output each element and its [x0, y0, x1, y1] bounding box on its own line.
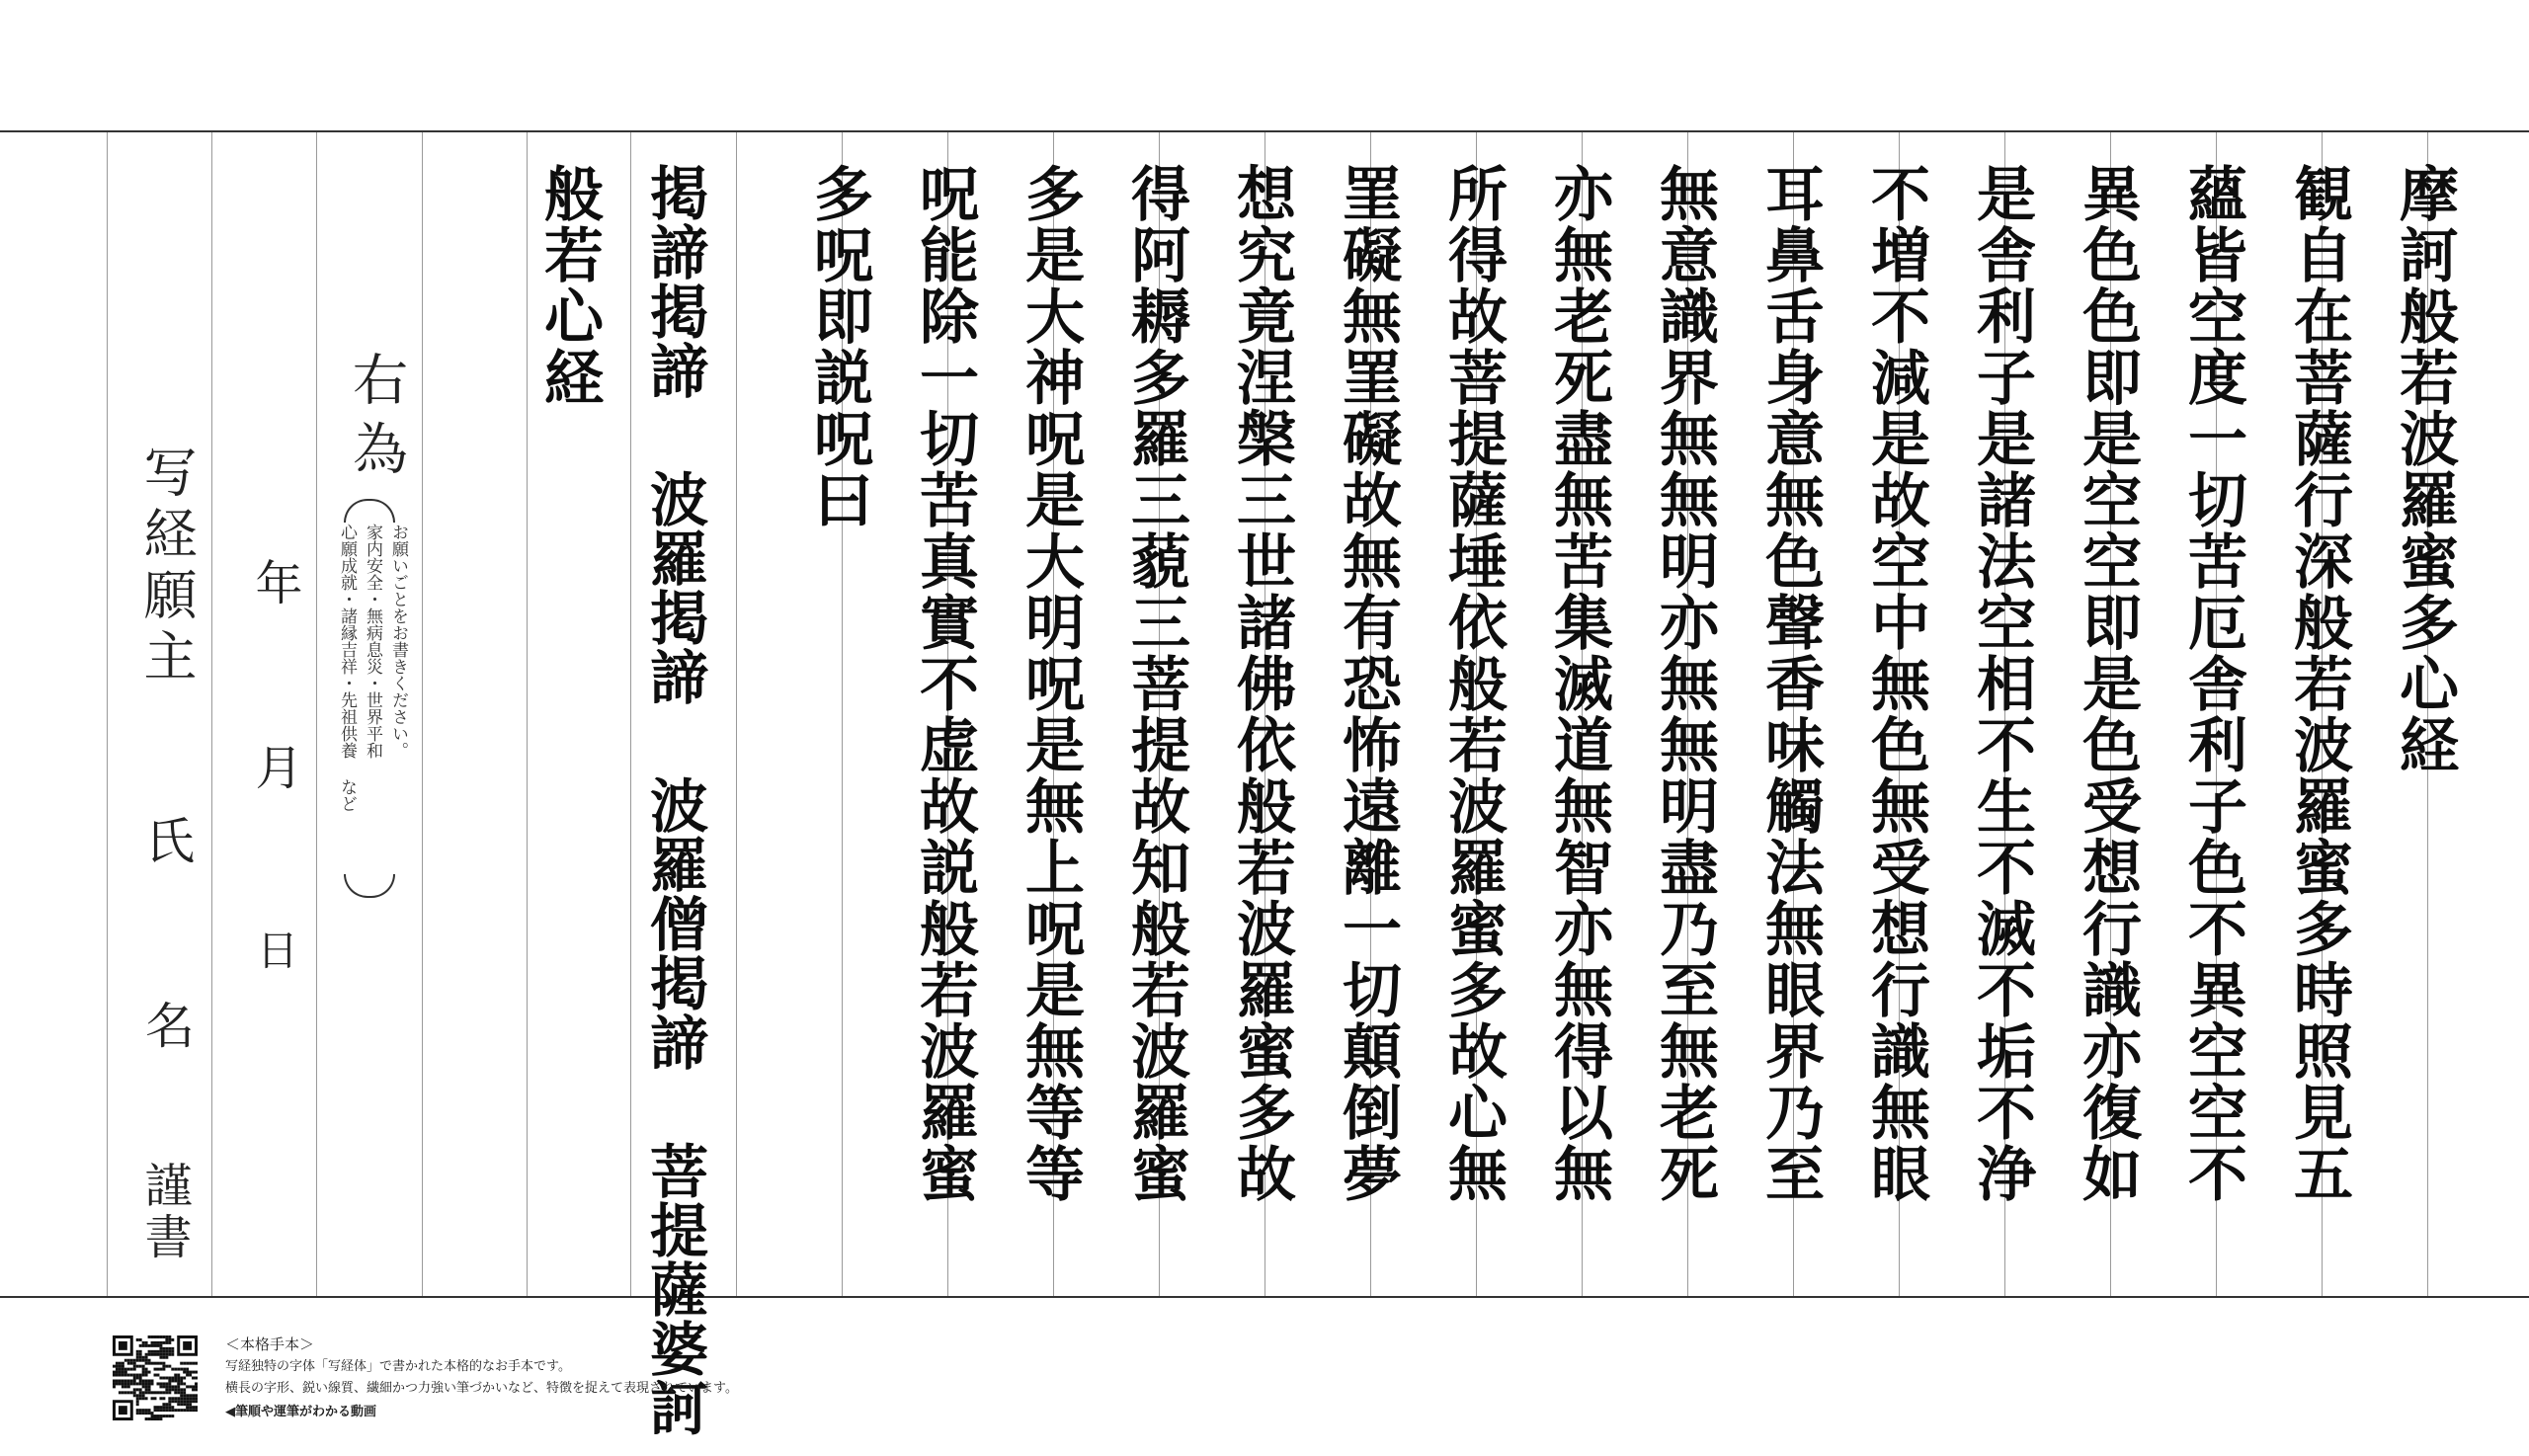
sutra-column: 般若心経 [534, 163, 604, 408]
sutra-column: 蘊皆空度一切苦厄舎利子色不異空空不 [2178, 163, 2247, 1204]
sutra-column: 是舎利子是諸法空相不生不滅不垢不浄 [1967, 163, 2036, 1204]
date-day: 日 [251, 929, 299, 970]
column-divider [316, 132, 317, 1296]
signature-name-label-2: 名 [137, 1000, 195, 1049]
column-divider [107, 132, 108, 1296]
wish-label: 右為 [344, 351, 408, 489]
video-link[interactable]: ◀筆順や運筆がわかる動画 [225, 1405, 376, 1419]
column-divider [630, 132, 631, 1296]
footer-line-1: 写経独特の字体「写経体」で書かれた本格的なお手本です。 [225, 1359, 571, 1374]
sutra-column: 掲諦掲諦 波羅掲諦 波羅僧掲諦 菩提薩婆訶 [640, 163, 708, 1437]
sutra-column: 得阿耨多羅三藐三菩提故知般若波羅蜜 [1121, 163, 1190, 1204]
sutra-column: 不増不減是故空中無色無受想行識無眼 [1861, 163, 1930, 1204]
sutra-column: 異色色即是空空即是色受想行識亦復如 [2073, 163, 2142, 1204]
sutra-column: 罣礙無罣礙故無有恐怖遠離一切顛倒夢 [1333, 163, 1402, 1204]
wish-bracket-top [344, 499, 395, 523]
sutra-column: 無意識界無無明亦無無明盡乃至無老死 [1650, 163, 1719, 1204]
date-year: 年 [247, 558, 302, 606]
signature-name-label-1: 氏 [137, 815, 195, 864]
qr-code-icon[interactable] [113, 1335, 198, 1420]
sutra-column: 所得故菩提薩埵依般若波羅蜜多故心無 [1438, 163, 1508, 1204]
date-month: 月 [247, 743, 302, 790]
column-divider [736, 132, 737, 1296]
sutra-column: 多是大神呪是大明呪是無上呪是無等等 [1016, 163, 1085, 1204]
wish-note [334, 524, 411, 812]
sutra-column: 想究竟涅槃三世諸佛依般若波羅蜜多故 [1227, 163, 1296, 1204]
footer-heading: ＜本格手本＞ [225, 1335, 315, 1353]
footer [0, 1298, 2529, 1456]
column-divider [422, 132, 423, 1296]
wish-bracket-bottom [344, 874, 395, 898]
sutra-column: 摩訶般若波羅蜜多心経 [2390, 163, 2459, 775]
wish-note-line2: 家内安全・無病息災・世界平和 [363, 524, 382, 759]
column-divider [527, 132, 528, 1296]
sutra-column: 多呪即説呪曰 [804, 163, 873, 530]
sutra-column: 呪能除一切苦真實不虚故説般若波羅蜜 [910, 163, 979, 1204]
wish-note-line1: お願いごとをお書きください。 [388, 524, 408, 759]
footer-line-2: 横長の字形、鋭い線質、繊細かつ力強い筆づかいなど、特徴を捉えて表現されています。 [225, 1381, 738, 1396]
sutra-column: 耳鼻舌身意無色聲香味觸法無眼界乃至 [1755, 163, 1825, 1204]
sutra-column: 亦無老死盡無苦集滅道無智亦無得以無 [1544, 163, 1613, 1204]
signature-title: 写経願主 [135, 445, 198, 689]
signature-closing: 謹書 [136, 1161, 192, 1263]
column-divider [211, 132, 212, 1296]
sutra-column: 観自在菩薩行深般若波羅蜜多時照見五 [2284, 163, 2353, 1204]
wish-note-line3: 心願成就・諸縁吉祥・先祖供養 など [337, 524, 357, 812]
